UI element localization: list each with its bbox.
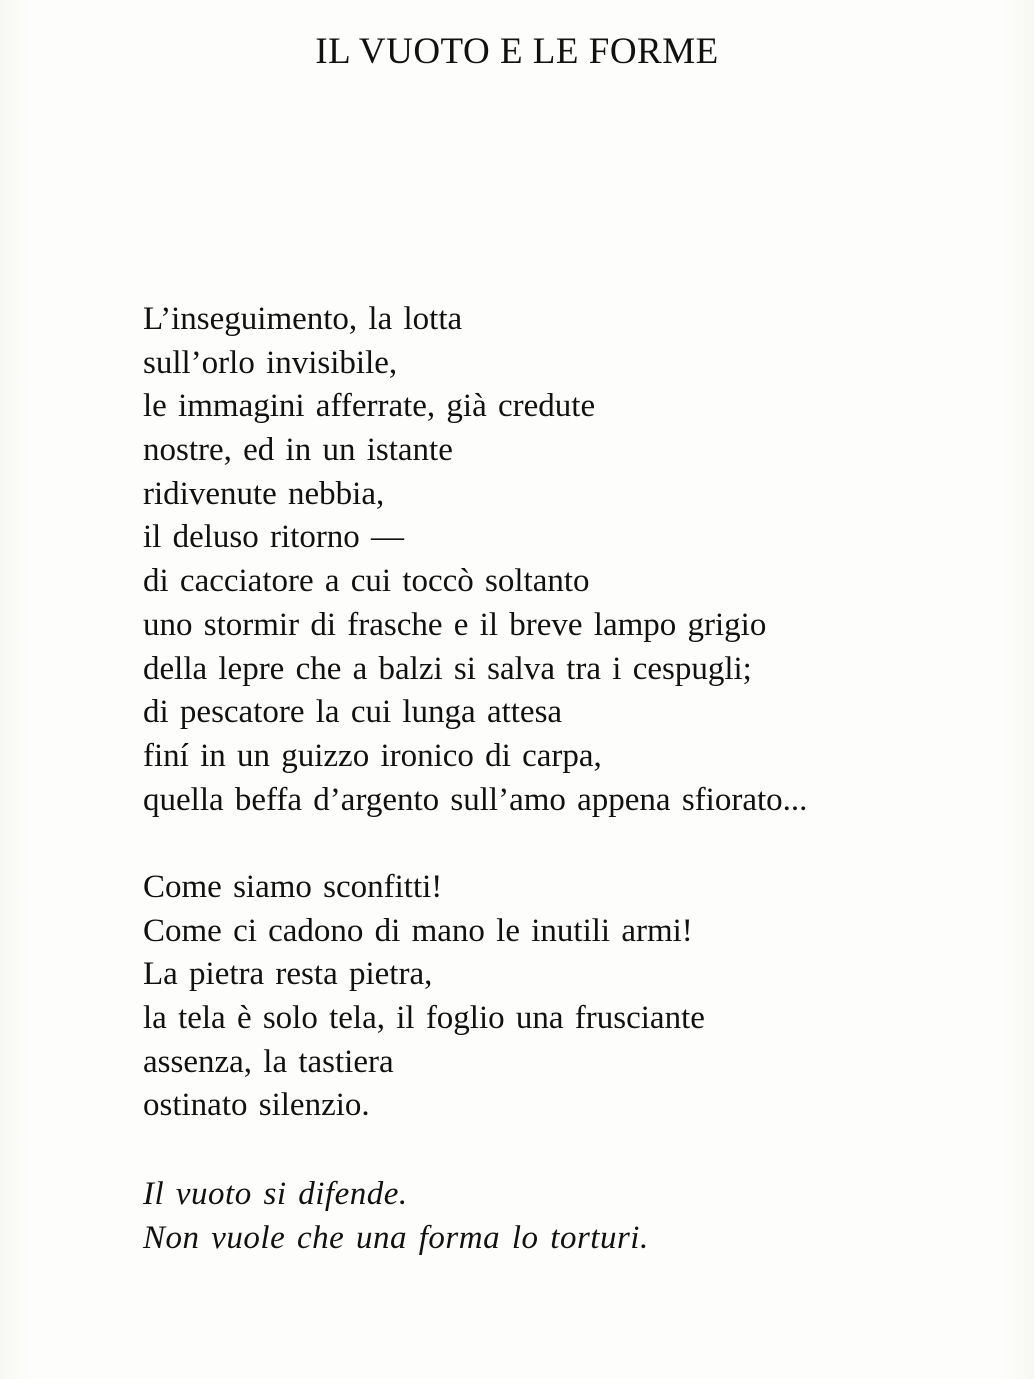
stanza-2 [143,866,705,1128]
poem-line: ridivenute nebbia, [143,475,385,512]
poem-line: quella beffa d’argento sull’amo appena sfiorato... [143,781,808,818]
poem-line: la tela è solo tela, il foglio una frusciante [143,1000,705,1037]
poem-line: uno stormir di frasche e il breve lampo grigio [143,606,767,643]
poem-line: Come siamo sconfitti! [143,869,443,905]
poem-line: il deluso ritorno — [143,519,405,556]
poem-line: La pietra resta pietra, [143,956,433,993]
poem-line: assenza, la tastiera [143,1043,394,1080]
poem-line-italic: Non vuole che una forma lo torturi. [143,1219,649,1256]
poem-line: della lepre che a balzi si salva tra i cespugli; [143,650,752,687]
poem-line: Come ci cadono di mano le inutili armi! [143,912,693,949]
stanza-1 [143,298,807,822]
poem-title: IL VUOTO E LE FORME [315,31,719,72]
poem-line: di cacciatore a cui toccò soltanto [143,563,590,600]
poem-line: L’inseguimento, la lotta [143,301,463,337]
poem-line: finí in un guizzo ironico di carpa, [143,737,602,774]
poem-line: le immagini afferrate, già credute [143,388,596,425]
poem-line: nostre, ed in un istante [143,432,453,469]
stanza-3-italic [143,1173,649,1260]
poem-line: ostinato silenzio. [143,1087,370,1124]
poem-line-italic: Il vuoto si difende. [143,1176,408,1212]
poem-line: sull’orlo invisibile, [143,344,398,381]
poem-line: di pescatore la cui lunga attesa [143,694,563,731]
